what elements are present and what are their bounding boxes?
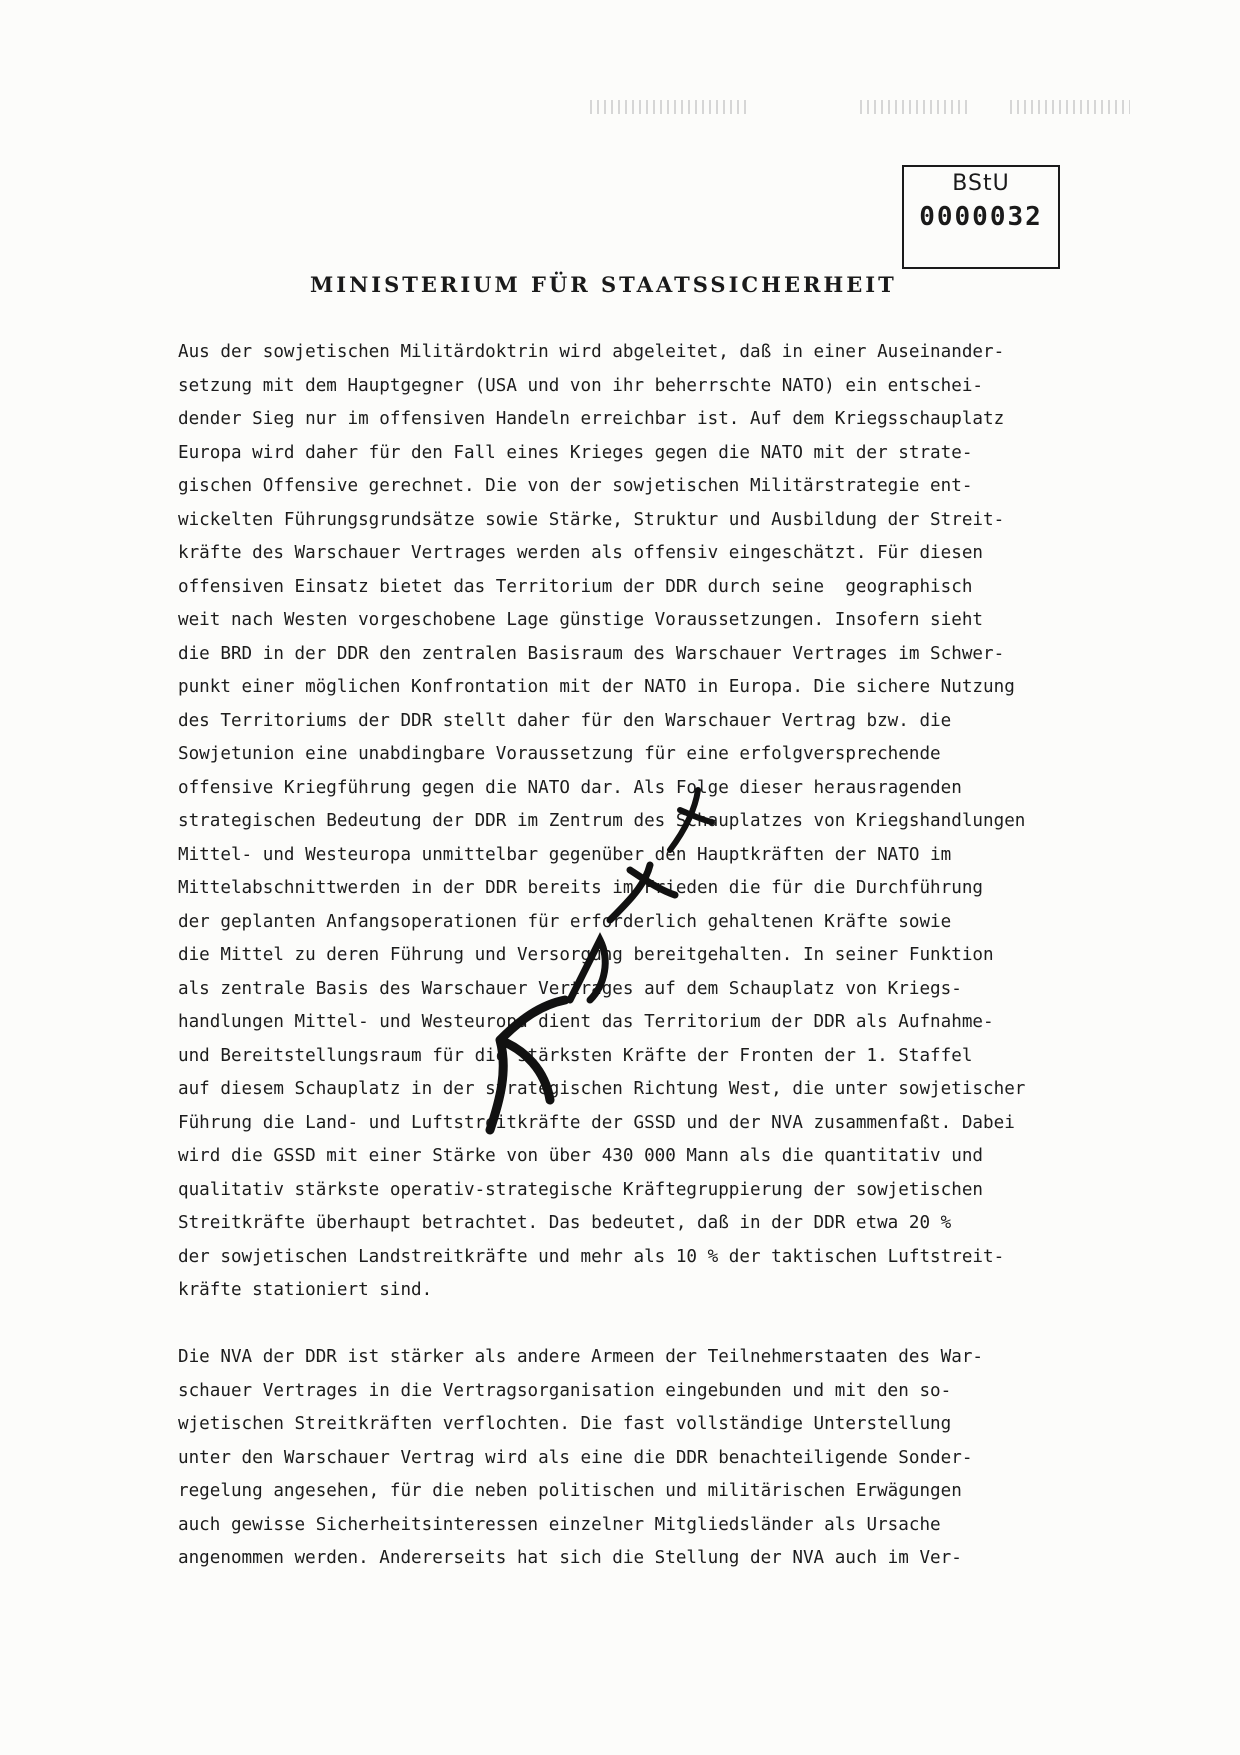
text-line: und Bereitstellungsraum für die stärksten Kräfte der Fronten der 1. Staffel bbox=[178, 1045, 973, 1066]
text-line: kräfte stationiert sind. bbox=[178, 1280, 433, 1300]
ministry-title: MINISTERIUM FÜR STAATSSICHERHEIT bbox=[310, 272, 897, 297]
text-line: der sowjetischen Landstreitkräfte und mehr als 10 % der taktischen Luftstreit- bbox=[178, 1246, 1005, 1267]
text-line: setzung mit dem Hauptgegner (USA und von ihr beherrschte NATO) ein entschei- bbox=[178, 375, 984, 396]
text-line: qualitativ stärkste operativ-strategische Kräftegruppierung der sowjetischen bbox=[178, 1179, 984, 1200]
text-line: regelung angesehen, für die neben politischen und militärischen Erwägungen bbox=[178, 1481, 962, 1501]
text-line: Sowjetunion eine unabdingbare Voraussetzung für eine erfolgversprechende bbox=[178, 744, 941, 764]
text-line: Aus der sowjetischen Militärdoktrin wird abgeleitet, daß in einer Auseinander- bbox=[178, 342, 1005, 362]
text-line: als zentrale Basis des Warschauer Vertrages auf dem Schauplatz von Kriegs- bbox=[178, 978, 962, 999]
text-line: auch gewisse Sicherheitsinteressen einzelner Mitgliedsländer als Ursache bbox=[178, 1514, 941, 1535]
scan-noise bbox=[1010, 100, 1130, 114]
text-line: Streitkräfte überhaupt betrachtet. Das bedeutet, daß in der DDR etwa 20 % bbox=[178, 1213, 952, 1233]
text-line: kräfte des Warschauer Vertrages werden als offensiv eingeschätzt. Für diesen bbox=[178, 543, 984, 563]
paragraph-2 bbox=[178, 1341, 983, 1576]
text-line: handlungen Mittel- und Westeuropa dient das Territorium der DDR als Aufnahme- bbox=[178, 1012, 994, 1032]
text-line: auf diesem Schauplatz in der strategischen Richtung West, die unter sowjetischer bbox=[178, 1079, 1026, 1099]
text-line: Führung die Land- und Luftstreitkräfte der GSSD und der NVA zusammenfaßt. Dabei bbox=[178, 1112, 1015, 1133]
text-line: die BRD in der DDR den zentralen Basisraum des Warschauer Vertrages im Schwer- bbox=[178, 643, 1005, 664]
scan-noise bbox=[860, 100, 970, 114]
text-line: unter den Warschauer Vertrag wird als eine die DDR benachteiligende Sonder- bbox=[178, 1447, 973, 1468]
text-line: die Mittel zu deren Führung und Versorgung bereitgehalten. In seiner Funktion bbox=[178, 945, 994, 965]
text-line: Die NVA der DDR ist stärker als andere Armeen der Teilnehmerstaaten des War- bbox=[178, 1347, 984, 1367]
stamp-org: BStU bbox=[952, 171, 1010, 196]
text-line: Mittel- und Westeuropa unmittelbar gegenüber den Hauptkräften der NATO im bbox=[178, 844, 952, 865]
scan-noise bbox=[590, 100, 750, 114]
text-line: wickelten Führungsgrundsätze sowie Stärke, Struktur und Ausbildung der Streit- bbox=[178, 509, 1005, 530]
text-line: der geplanten Anfangsoperationen für erforderlich gehaltenen Kräfte sowie bbox=[178, 911, 952, 932]
text-line: wjetischen Streitkräften verflochten. Die fast vollständige Unterstellung bbox=[178, 1414, 952, 1434]
text-line: weit nach Westen vorgeschobene Lage günstige Voraussetzungen. Insofern sieht bbox=[178, 610, 984, 630]
handwritten-mark-icon bbox=[430, 770, 760, 1150]
archive-stamp bbox=[902, 165, 1060, 269]
text-line: punkt einer möglichen Konfrontation mit der NATO in Europa. Die sichere Nutzung bbox=[178, 677, 1015, 697]
text-line: des Territoriums der DDR stellt daher für den Warschauer Vertrag bzw. die bbox=[178, 710, 952, 731]
text-line: strategischen Bedeutung der DDR im Zentrum des Schauplatzes von Kriegshandlungen bbox=[178, 811, 1026, 831]
text-line: angenommen werden. Andererseits hat sich die Stellung der NVA auch im Ver- bbox=[178, 1548, 962, 1568]
text-line: wird die GSSD mit einer Stärke von über 430 000 Mann als die quantitativ und bbox=[178, 1146, 984, 1166]
text-line: offensive Kriegführung gegen die NATO dar. Als Folge dieser herausragenden bbox=[178, 777, 962, 798]
text-line: offensiven Einsatz bietet das Territorium der DDR durch seine geographisch bbox=[178, 576, 973, 597]
text-line: Mittelabschnittwerden in der DDR bereits im Frieden die für die Durchführung bbox=[178, 878, 984, 898]
text-line: gischen Offensive gerechnet. Die von der sowjetischen Militärstrategie ent- bbox=[178, 476, 973, 496]
stamp-number: 0000032 bbox=[919, 202, 1043, 232]
text-line: schauer Vertrages in die Vertragsorganisation eingebunden und mit den so- bbox=[178, 1380, 952, 1401]
text-line: Europa wird daher für den Fall eines Krieges gegen die NATO mit der strate- bbox=[178, 442, 973, 463]
text-line: dender Sieg nur im offensiven Handeln erreichbar ist. Auf dem Kriegsschauplatz bbox=[178, 409, 1005, 429]
